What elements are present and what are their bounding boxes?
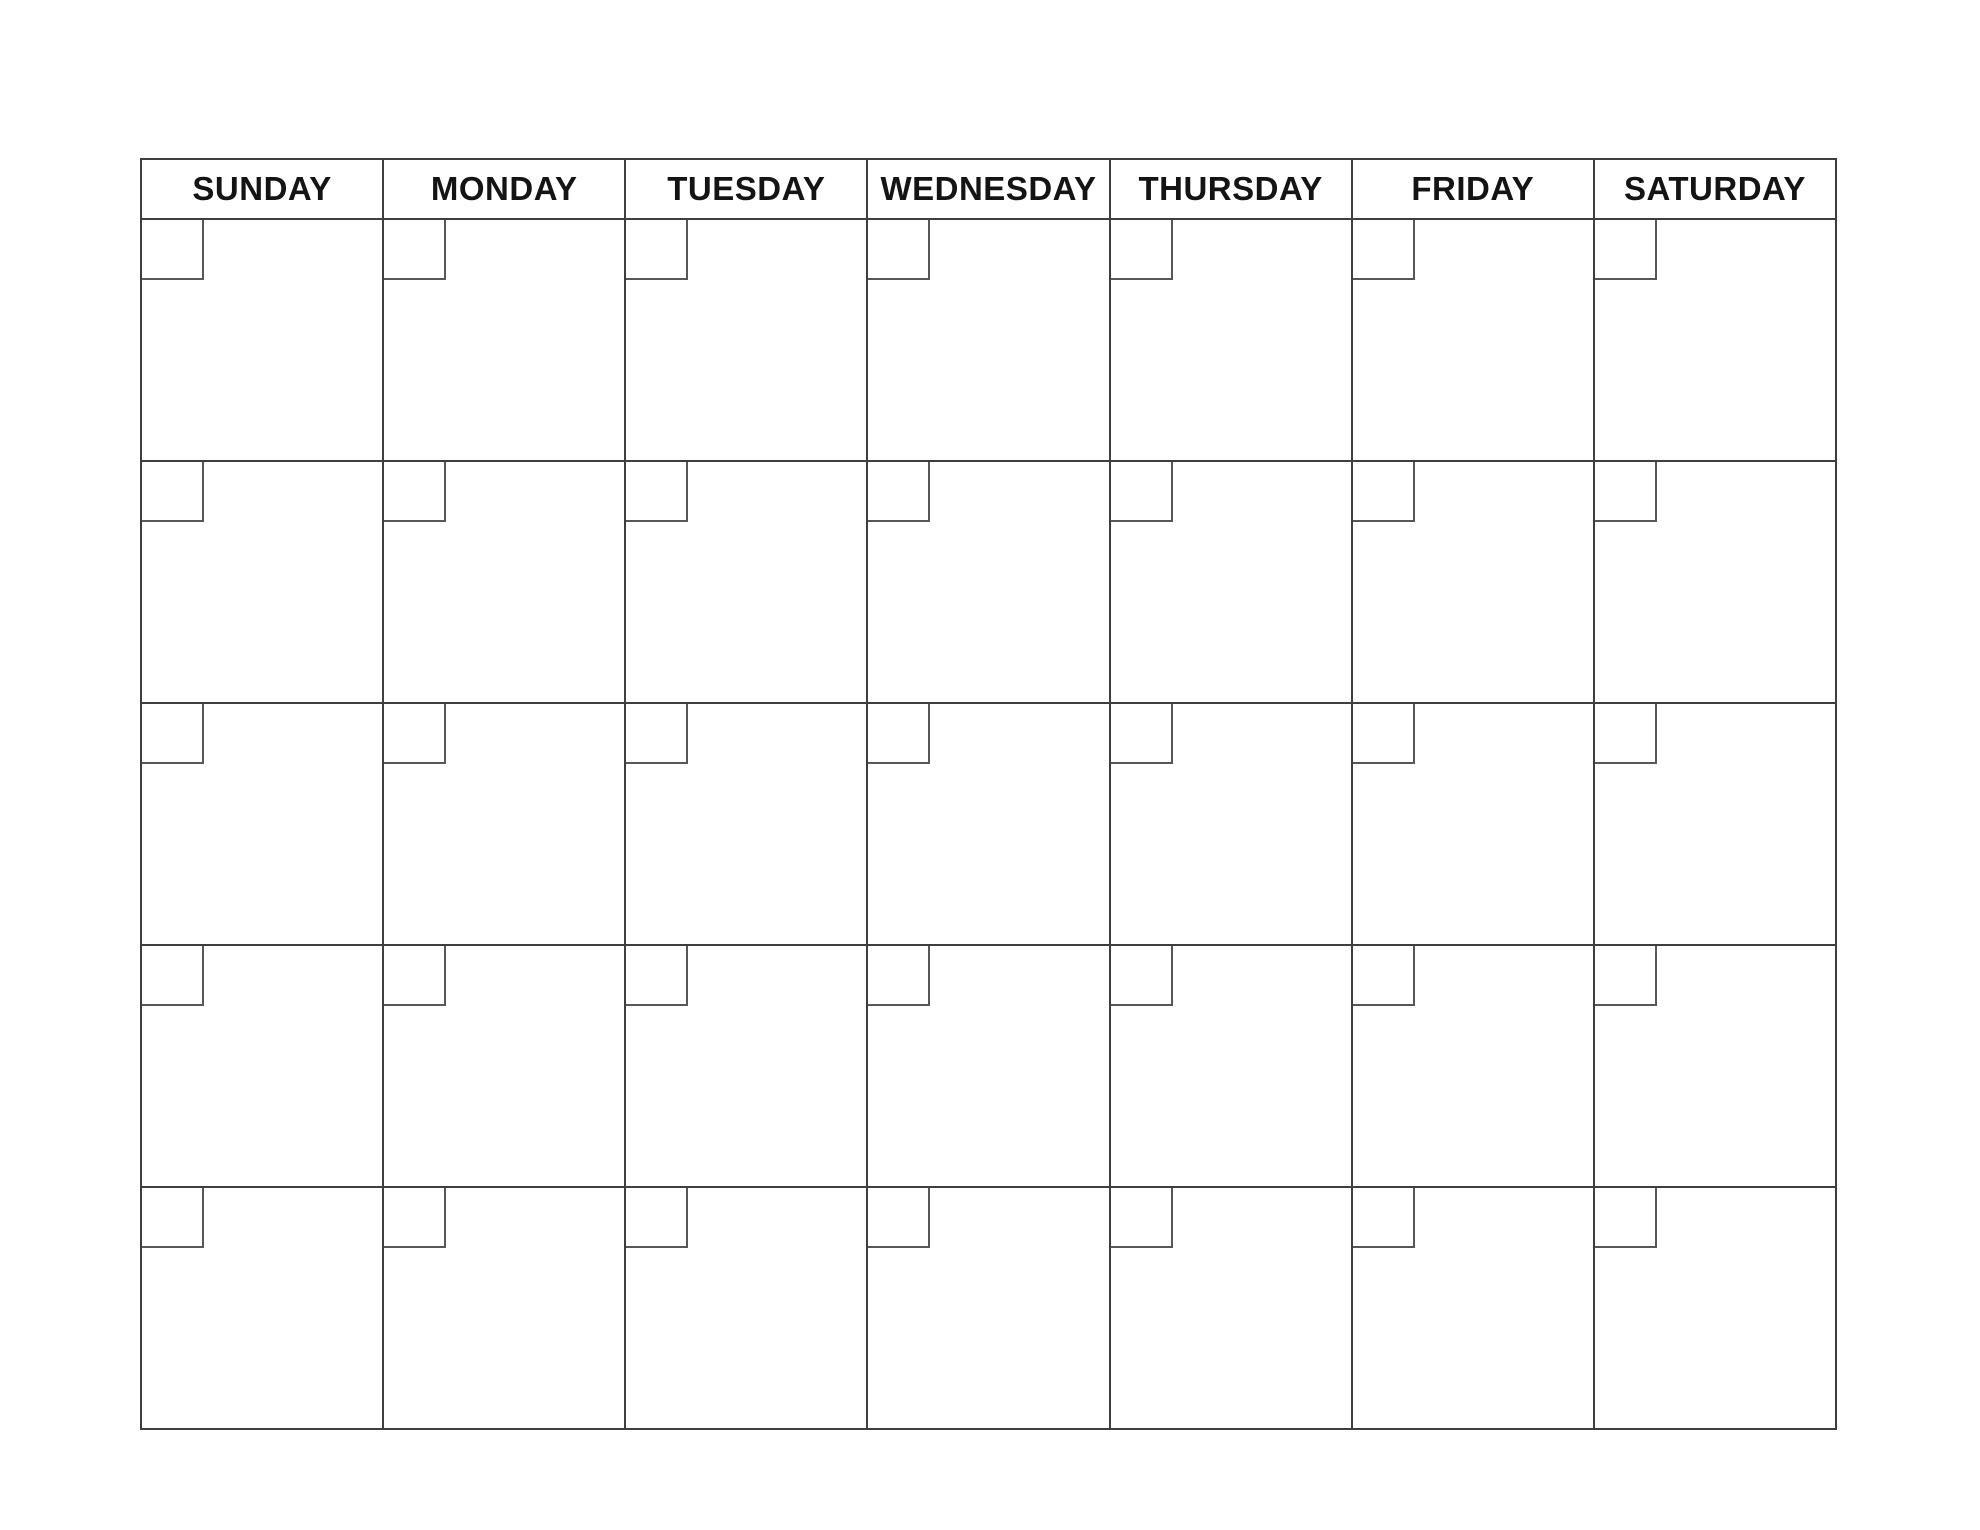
date-number-box [626, 1188, 688, 1248]
calendar-cell-r5c5 [1111, 1188, 1351, 1428]
calendar-cell-r5c7 [1595, 1188, 1835, 1428]
date-number-box [1353, 462, 1415, 522]
date-number-box [1111, 462, 1173, 522]
date-number-box [868, 1188, 930, 1248]
date-number-box [868, 704, 930, 764]
calendar-cell-r1c4 [868, 220, 1108, 460]
calendar-cell-r4c2 [384, 946, 624, 1186]
date-number-box [1595, 946, 1657, 1006]
calendar-cell-r3c2 [384, 704, 624, 944]
calendar-cell-r2c5 [1111, 462, 1351, 702]
date-number-box [1353, 946, 1415, 1006]
calendar-cell-r3c7 [1595, 704, 1835, 944]
date-number-box [1353, 1188, 1415, 1248]
date-number-box [142, 220, 204, 280]
calendar-cell-r3c3 [626, 704, 866, 944]
date-number-box [1111, 1188, 1173, 1248]
calendar-cell-r4c4 [868, 946, 1108, 1186]
date-number-box [1595, 1188, 1657, 1248]
calendar-cell-r1c1 [142, 220, 382, 460]
calendar-cell-r1c2 [384, 220, 624, 460]
calendar-cell-r3c5 [1111, 704, 1351, 944]
date-number-box [142, 1188, 204, 1248]
date-number-box [1595, 704, 1657, 764]
date-number-box [868, 220, 930, 280]
date-number-box [868, 946, 930, 1006]
calendar-cell-r4c5 [1111, 946, 1351, 1186]
date-number-box [384, 1188, 446, 1248]
calendar-cell-r3c1 [142, 704, 382, 944]
calendar-cell-r4c6 [1353, 946, 1593, 1186]
date-number-box [384, 220, 446, 280]
date-number-box [626, 220, 688, 280]
date-number-box [1111, 704, 1173, 764]
weekday-header-saturday: SATURDAY [1595, 160, 1835, 218]
calendar-cell-r2c1 [142, 462, 382, 702]
calendar-cell-r5c3 [626, 1188, 866, 1428]
weekday-header-monday: MONDAY [384, 160, 624, 218]
calendar-cell-r2c6 [1353, 462, 1593, 702]
calendar-cell-r2c3 [626, 462, 866, 702]
date-number-box [868, 462, 930, 522]
weekday-header-tuesday: TUESDAY [626, 160, 866, 218]
calendar-cell-r4c1 [142, 946, 382, 1186]
calendar-cell-r4c7 [1595, 946, 1835, 1186]
calendar-cell-r1c5 [1111, 220, 1351, 460]
calendar-cell-r2c7 [1595, 462, 1835, 702]
calendar-cell-r5c2 [384, 1188, 624, 1428]
date-number-box [384, 704, 446, 764]
date-number-box [1111, 220, 1173, 280]
date-number-box [384, 462, 446, 522]
weekday-header-wednesday: WEDNESDAY [868, 160, 1108, 218]
date-number-box [1353, 220, 1415, 280]
weekday-header-thursday: THURSDAY [1111, 160, 1351, 218]
calendar-cell-r3c4 [868, 704, 1108, 944]
calendar-cell-r1c6 [1353, 220, 1593, 460]
calendar-cell-r2c4 [868, 462, 1108, 702]
calendar-cell-r1c3 [626, 220, 866, 460]
date-number-box [384, 946, 446, 1006]
calendar-grid [140, 158, 1837, 1430]
calendar-cell-r4c3 [626, 946, 866, 1186]
date-number-box [1111, 946, 1173, 1006]
date-number-box [626, 704, 688, 764]
calendar-cell-r2c2 [384, 462, 624, 702]
weekday-header-friday: FRIDAY [1353, 160, 1593, 218]
date-number-box [142, 462, 204, 522]
date-number-box [1595, 462, 1657, 522]
date-number-box [142, 946, 204, 1006]
date-number-box [626, 946, 688, 1006]
date-number-box [1353, 704, 1415, 764]
calendar-cell-r5c1 [142, 1188, 382, 1428]
calendar-cell-r5c6 [1353, 1188, 1593, 1428]
calendar-cell-r1c7 [1595, 220, 1835, 460]
calendar-cell-r3c6 [1353, 704, 1593, 944]
weekday-header-sunday: SUNDAY [142, 160, 382, 218]
date-number-box [142, 704, 204, 764]
date-number-box [626, 462, 688, 522]
date-number-box [1595, 220, 1657, 280]
calendar-cell-r5c4 [868, 1188, 1108, 1428]
